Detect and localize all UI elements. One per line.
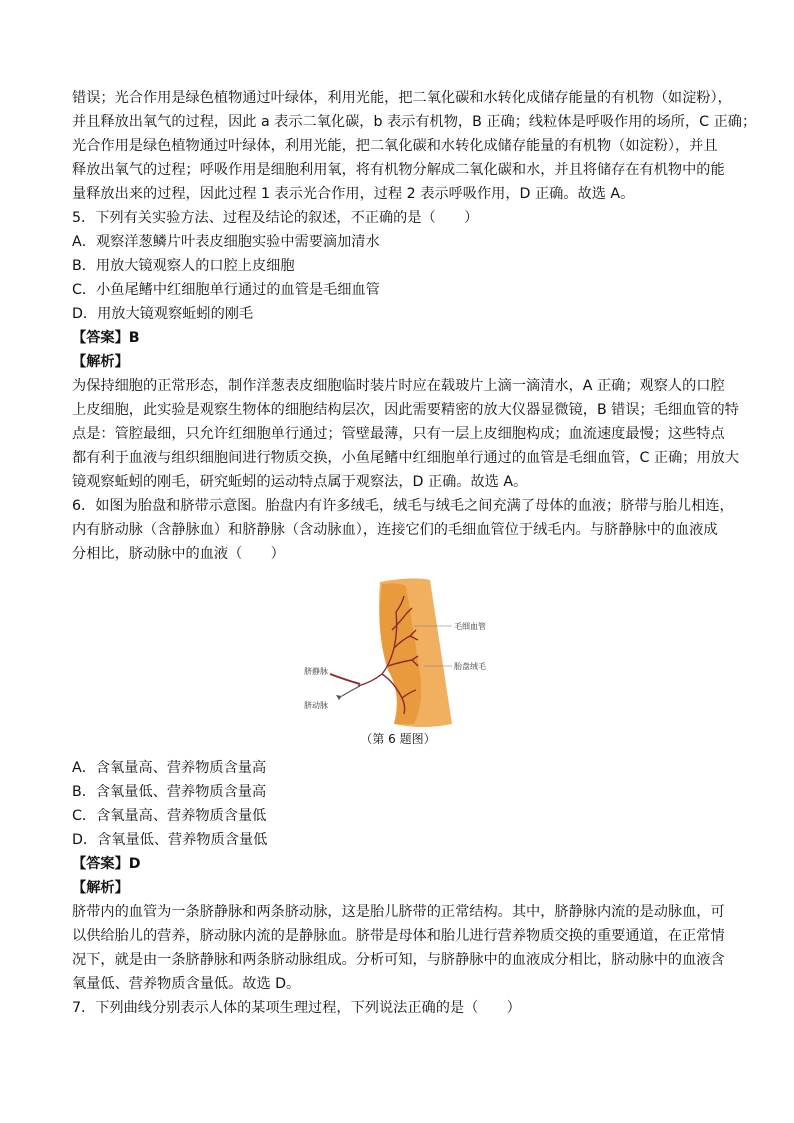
analysis-tag: 【解析】: [72, 880, 129, 896]
text-line: 点是：管腔最细，只允许红细胞单行通过；管壁最薄，只有一层上皮细胞构成；血流速度最慢；这些特点: [72, 426, 725, 442]
option-c: C．含氧量高、营养物质含量低: [72, 808, 267, 824]
placenta-figure: [72, 574, 724, 754]
label-umbilical-vein: 脐静脉: [304, 667, 328, 676]
option-a: A．含氧量高、营养物质含量高: [72, 760, 267, 776]
option-d: D．含氧量低、营养物质含量低: [72, 832, 268, 848]
question-stem: 6．如图为胎盘和脐带示意图。胎盘内有许多绒毛，绒毛与绒毛之间充满了母体的血液；脐带与胎儿相连，: [72, 498, 734, 514]
question-5: [72, 206, 740, 494]
text-line: 氧量低、营养物质含量低。故选 D。: [72, 976, 301, 992]
analysis-tag: 【解析】: [72, 354, 129, 370]
placenta-diagram: [302, 574, 502, 734]
label-capillary: 毛细血管: [454, 622, 486, 631]
figure-caption: （第 6 题图）: [360, 732, 436, 746]
umbilical-vein-line: [330, 674, 360, 684]
option-b: B．含氧量低、营养物质含量高: [72, 784, 267, 800]
text-line: 为保持细胞的正常形态，制作洋葱表皮细胞临时装片时应在载玻片上滴一滴清水，A 正确；观察人的口腔: [72, 378, 725, 394]
document-page: [72, 86, 757, 1020]
question-stem: 7．下列曲线分别表示人体的某项生理过程，下列说法正确的是（ ）: [72, 1000, 521, 1016]
text-line: 镜观察蚯蚓的刚毛，研究蚯蚓的运动特点属于观察法，D 正确。故选 A。: [72, 474, 528, 490]
question-stem: 5．下列有关实验方法、过程及结论的叙述，不正确的是（ ）: [72, 210, 479, 226]
option-c: C．小鱼尾鳍中红细胞单行通过的血管是毛细血管: [72, 282, 380, 298]
question-6: [72, 494, 734, 996]
text-line: 都有利于血液与组织细胞间进行物质交换，小鱼尾鳍中红细胞单行通过的血管是毛细血管，C 正确；用放大: [72, 450, 740, 466]
answer: 【答案】D: [72, 856, 141, 872]
question-stem: 内有脐动脉（含静脉血）和脐静脉（含动脉血），连接它们的毛细血管位于绒毛内。与脐静脉中的血液成: [72, 522, 718, 538]
text-line: 并且释放出氧气的过程，因此 a 表示二氧化碳，b 表示有机物，B 正确；线粒体是呼吸作用的场所，C 正确；: [72, 114, 757, 130]
answer: 【答案】B: [72, 330, 140, 346]
text-line: 错误；光合作用是绿色植物通过叶绿体，利用光能，把二氧化碳和水转化成储存能量的有机物（如淀粉），: [72, 90, 732, 106]
text-line: 上皮细胞，此实验是观察生物体的细胞结构层次，因此需要精密的放大仪器显微镜，B 错误；毛细血管的特: [72, 402, 739, 418]
question-7: [72, 996, 724, 1020]
label-umbilical-artery: 脐动脉: [304, 701, 328, 710]
umbilical-artery-line: [342, 686, 360, 696]
text-line: 释放出氧气的过程；呼吸作用是细胞利用氧，将有机物分解成二氧化碳和水，并且将储存在有机物中的能: [72, 162, 725, 178]
option-d: D．用放大镜观察蚯蚓的刚毛: [72, 306, 254, 322]
text-line: 以供给胎儿的营养，脐动脉内流的是静脉血。脐带是母体和胎儿进行营养物质交换的重要通道，在正常情: [72, 928, 725, 944]
option-a: A．观察洋葱鳞片叶表皮细胞实验中需要滴加清水: [72, 234, 380, 250]
prev-explanation: [72, 86, 757, 206]
text-line: 量释放出来的过程，因此过程 1 表示光合作用，过程 2 表示呼吸作用，D 正确。故选 A。: [72, 186, 635, 202]
text-line: 脐带内的血管为一条脐静脉和两条脐动脉，这是胎儿脐带的正常结构。其中，脐静脉内流的是动脉血，可: [72, 904, 725, 920]
question-stem: 分相比，脐动脉中的血液（ ）: [72, 546, 285, 562]
text-line: 况下，就是由一条脐静脉和两条脐动脉组成。分析可知，与脐静脉中的血液成分相比，脐动脉中的血液含: [72, 952, 725, 968]
text-line: 光合作用是绿色植物通过叶绿体，利用光能，把二氧化碳和水转化成储存能量的有机物（如淀粉），并且: [72, 138, 718, 154]
arrow-icon: [336, 695, 342, 700]
label-villus: 胎盘绒毛: [454, 662, 486, 671]
option-b: B．用放大镜观察人的口腔上皮细胞: [72, 258, 295, 274]
